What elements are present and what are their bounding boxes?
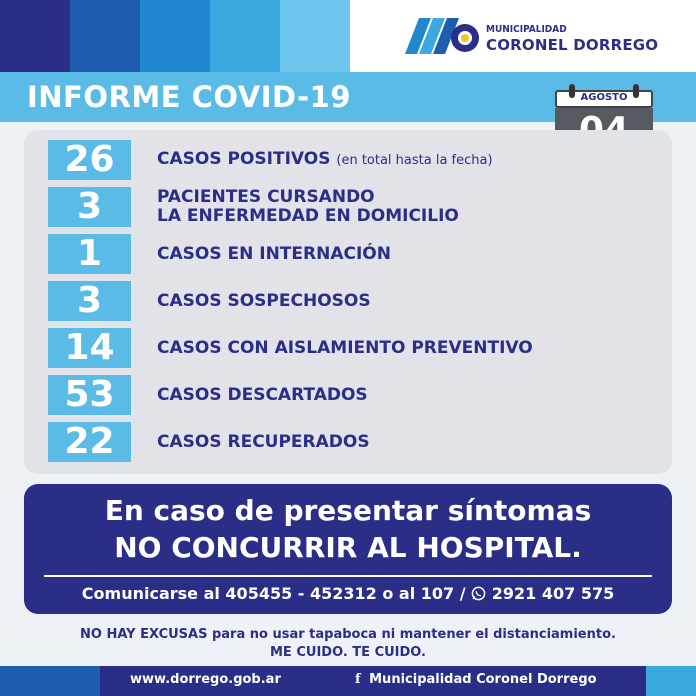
stat-label: CASOS DESCARTADOS [157, 384, 368, 405]
stat-row [48, 281, 696, 323]
stat-row [48, 375, 696, 417]
whatsapp-number: 2921 407 575 [491, 584, 615, 603]
stat-value: 26 [48, 140, 131, 180]
warning-line-2: ME CUIDO. TE CUIDO. [270, 645, 426, 660]
stat-value: 22 [48, 422, 131, 462]
stat-value: 14 [48, 328, 131, 368]
website-link[interactable]: www.dorrego.gob.ar [130, 672, 281, 687]
message-line-1: En caso de presentar síntomas [104, 494, 592, 527]
stat-value: 1 [48, 234, 131, 274]
stat-label: LA ENFERMEDAD EN DOMICILIO [157, 206, 459, 226]
facebook-page: Municipalidad Coronel Dorrego [369, 672, 597, 687]
contact-line [0, 584, 696, 603]
stat-label: CASOS EN INTERNACIÓN [157, 243, 391, 264]
stat-label: CASOS POSITIVOS [157, 149, 331, 169]
stat-label: CASOS RECUPERADOS [157, 431, 370, 452]
warning-text [0, 626, 696, 662]
stat-row [48, 328, 696, 370]
facebook-icon: f [355, 672, 361, 687]
stat-label: PACIENTES CURSANDO [157, 187, 375, 207]
contact-phones: Comunicarse al 405455 - 452312 o al 107 / [81, 584, 466, 603]
municipality-logo-icon [405, 14, 481, 58]
stat-label: CASOS SOSPECHOSOS [157, 290, 371, 311]
divider [44, 575, 652, 577]
whatsapp-icon [471, 586, 486, 601]
stat-value: 53 [48, 375, 131, 415]
stat-row [48, 422, 696, 464]
header-stripes [0, 0, 350, 72]
stat-row [48, 234, 696, 276]
stat-label: CASOS CON AISLAMIENTO PREVENTIVO [157, 337, 533, 358]
warning-line-1: NO HAY EXCUSAS para no usar tapaboca ni mantener el distanciamiento. [80, 627, 616, 642]
logo-title: CORONEL DORREGO [486, 36, 659, 54]
stat-value: 3 [48, 281, 131, 321]
stat-note: (en total hasta la fecha) [336, 153, 493, 168]
stat-value: 3 [48, 187, 131, 227]
message-line-2: NO CONCURRIR AL HOSPITAL. [114, 531, 582, 564]
page-title: INFORME COVID-19 [27, 80, 352, 114]
stat-row [48, 187, 696, 229]
logo-subtitle: MUNICIPALIDAD [486, 24, 567, 35]
facebook-link[interactable] [355, 672, 597, 687]
calendar-month: AGOSTO [580, 92, 628, 103]
stat-row [48, 140, 696, 182]
